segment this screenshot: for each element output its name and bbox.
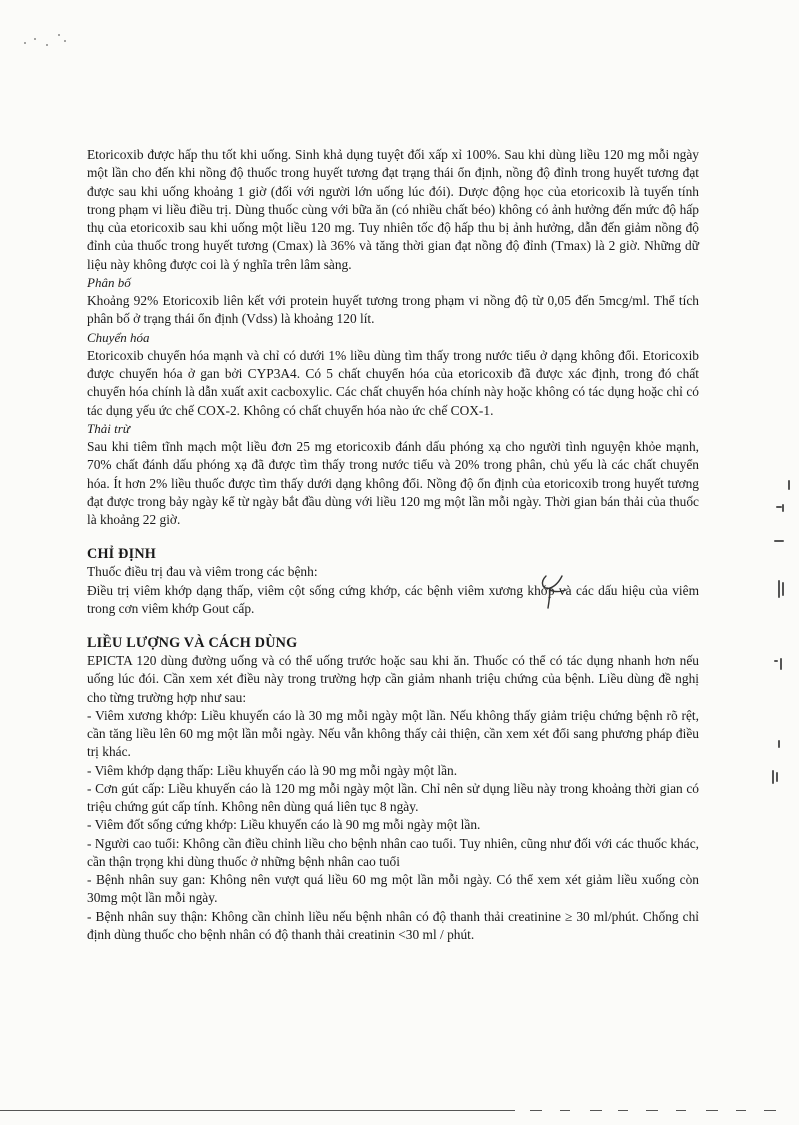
- elimination-subheading: Thải trừ: [87, 420, 130, 436]
- dosage-item-osteoarthritis: - Viêm xương khớp: Liều khuyến cáo là 30 mg mỗi ngày một lần. Nếu không thấy giảm triệu chứng bệnh rõ rệt, cần tăng liều lên 60 mg một lần mỗi ngày. Nếu vẫn không thấy cải thiện, cần xem xét đổi sang phương pháp điều trị khác.: [87, 707, 699, 760]
- elimination-paragraph: Sau khi tiêm tĩnh mạch một liều đơn 25 mg etoricoxib đánh dấu phóng xạ cho người tình nguyện khỏe mạnh, 70% chất đánh dấu phóng xạ đã được tìm thấy trong nước tiểu và 20% trong phân, chủ yếu là các chất chuyển hóa. Ít hơn 2% liều thuốc được tìm thấy dưới dạng không đổi. Nồng độ ổn định của etoricoxib trong huyết tương đạt được trong bảy ngày kể từ ngày bắt đầu dùng với liều 120 mg một lần mỗi ngày. Thời gian bán thải của thuốc là khoảng 22 giờ.: [87, 439, 699, 527]
- indications-intro: Thuốc điều trị đau và viêm trong các bệnh:: [87, 564, 318, 580]
- dosage-heading: LIỀU LƯỢNG VÀ CÁCH DÙNG: [87, 635, 298, 651]
- handwritten-initial-mark: [538, 572, 568, 610]
- dosage-item-rheumatoid-arthritis: - Viêm khớp dạng thấp: Liều khuyến cáo là 90 mg mỗi ngày một lần.: [87, 762, 458, 778]
- indications-heading: CHỈ ĐỊNH: [87, 546, 156, 563]
- distribution-paragraph: Khoảng 92% Etoricoxib liên kết với protein huyết tương trong phạm vi nồng độ từ 0,05 đến 5mcg/ml. Thể tích phân bố ở trạng thái ổn định (Vdss) là khoảng 120 lít.: [87, 293, 699, 327]
- metabolism-subheading: Chuyển hóa: [87, 329, 150, 345]
- dosage-item-hepatic-impairment: - Bệnh nhân suy gan: Không nên vượt quá liều 60 mg một lần mỗi ngày. Có thể xem xét giảm liều xuống còn 30mg một lần mỗi ngày.: [87, 872, 699, 906]
- margin-stamp-fragments: [760, 470, 796, 810]
- dosage-item-elderly: - Người cao tuổi: Không cần điều chỉnh liều cho bệnh nhân cao tuổi. Tuy nhiên, cũng như đối với các thuốc khác, cần thận trọng khi dùng thuốc ở những bệnh nhân cao tuổi: [87, 835, 699, 869]
- indications-body: Điều trị viêm khớp dạng thấp, viêm cột sống cứng khớp, các bệnh viêm xương khớp và các dấu hiệu của viêm trong cơn viêm khớp Gout cấp.: [87, 582, 699, 616]
- dosage-item-ankylosing-spondylitis: - Viêm đốt sống cứng khớp: Liều khuyến cáo là 90 mg mỗi ngày một lần.: [87, 817, 481, 833]
- page-bottom-rule: [0, 1110, 799, 1112]
- dosage-item-acute-gout: - Cơn gút cấp: Liều khuyến cáo là 120 mg mỗi ngày một lần. Chỉ nên sử dụng liều này trong khoảng thời gian có triệu chứng gút cấp tính. Không nên dùng quá liên tục 8 ngày.: [87, 780, 699, 814]
- dosage-item-renal-impairment: - Bệnh nhân suy thận: Không cần chỉnh liều nếu bệnh nhân có độ thanh thải creatinine ≥ 30 ml/phút. Chống chỉ định dùng thuốc cho bệnh nhân có độ thanh thải creatinin <30 ml / phút.: [87, 908, 699, 942]
- scan-speckles: [20, 30, 80, 50]
- distribution-subheading: Phân bố: [87, 274, 131, 290]
- metabolism-paragraph: Etoricoxib chuyển hóa mạnh và chỉ có dưới 1% liều dùng tìm thấy trong nước tiểu ở dạng không đổi. Etoricoxib được chuyển hóa ở gan bởi CYP3A4. Có 5 chất chuyển hóa của etoricoxib đã được xác định, trong đó chất chuyển hóa chính là dẫn xuất axit cacboxylic. Các chất chuyển hóa chính này hoặc không có tác dụng hoặc chỉ có tác dụng yếu ức chế COX-2. Không có chất chuyển hóa nào ức chế COX-1.: [87, 347, 699, 418]
- dosage-intro: EPICTA 120 dùng đường uống và có thể uống trước hoặc sau khi ăn. Thuốc có thể có tác dụng nhanh hơn nếu uống lúc đói. Cần xem xét điều này trong trường hợp cần giảm nhanh triệu chứng của bệnh. Liều dùng đề nghị cho từng trường hợp như sau:: [87, 653, 699, 705]
- absorption-paragraph: Etoricoxib được hấp thu tốt khi uống. Sinh khả dụng tuyệt đối xấp xỉ 100%. Sau khi dùng liều 120 mg mỗi ngày một lần cho đến khi nồng độ thuốc trong huyết tương đạt trạng thái ổn định, nồng độ đỉnh trong huyết tương đạt được sau khi uống khoảng 1 giờ (đối với người lớn uống lúc đói). Dược động học của etoricoxib là tuyến tính trong phạm vi liều điều trị. Dùng thuốc cùng với bữa ăn (có nhiều chất béo) không có ảnh hưởng đến mức độ hấp thụ của etoricoxib sau khi uống một liều 120 mg. Tuy nhiên tốc độ hấp thu bị ảnh hưởng, dẫn đến giảm nồng độ đỉnh của thuốc trong huyết tương (Cmax) là 36% và tăng thời gian đạt nồng độ đỉnh (Tmax) là 2 giờ. Những dữ liệu này không được coi là ý nghĩa trên lâm sàng.: [87, 147, 699, 272]
- document-body: [87, 146, 699, 944]
